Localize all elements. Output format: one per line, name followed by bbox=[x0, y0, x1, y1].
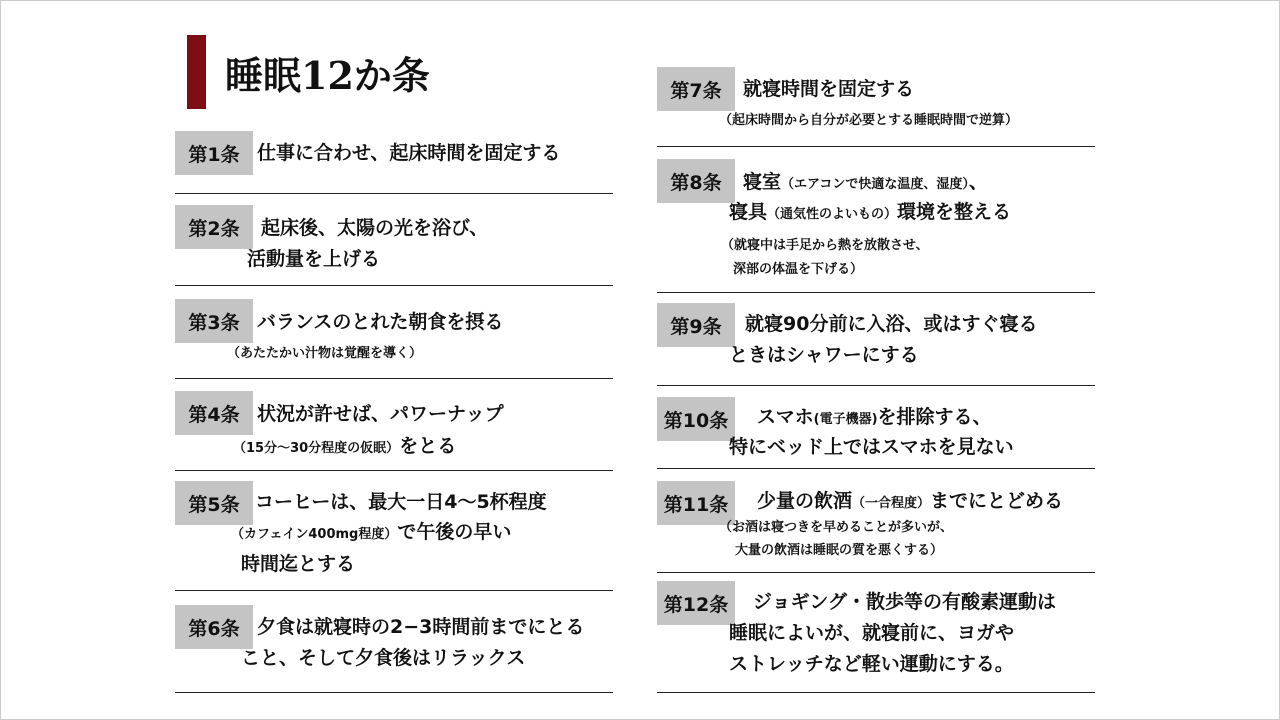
divider bbox=[657, 572, 1095, 573]
divider bbox=[175, 692, 613, 693]
item-4-line-2-small: （15分～30分程度の仮眠） bbox=[233, 441, 400, 456]
item-2-line-1: 起床後、太陽の光を浴び、 bbox=[261, 217, 489, 239]
badge-7: 第7条 bbox=[657, 67, 735, 111]
divider bbox=[175, 590, 613, 591]
item-12-line-2: 睡眠によいが、就寝前に、ヨガや bbox=[729, 622, 1015, 644]
item-9-line-1: 就寝90分前に入浴、或はすぐ寝る bbox=[745, 313, 1038, 335]
item-12-line-1: ジョギング・散歩等の有酸素運動は bbox=[753, 591, 1057, 613]
item-8-note-1: （就寝中は手足から熱を放散させ、 bbox=[721, 238, 929, 253]
item-4-line-1: 状況が許せば、パワーナップ bbox=[257, 403, 504, 425]
item-7-note: （起床時間から自分が必要とする睡眠時間で逆算） bbox=[719, 113, 1019, 128]
item-8-line-1-small: （エアコンで快適な温度、湿度） bbox=[781, 177, 969, 192]
item-8-line-2-a: 寝具 bbox=[729, 201, 768, 223]
badge-1: 第1条 bbox=[175, 131, 253, 175]
item-6-line-1: 夕食は就寝時の2−3時間前までにとる bbox=[257, 616, 585, 638]
item-10-line-1-a: スマホ bbox=[757, 406, 814, 428]
divider bbox=[657, 692, 1095, 693]
badge-8: 第8条 bbox=[657, 159, 735, 203]
item-6-line-2: こと、そして夕食後はリラックス bbox=[241, 647, 526, 669]
slide-title: 睡眠12か条 bbox=[225, 53, 430, 98]
item-8-line-1-b: 、 bbox=[968, 171, 988, 193]
item-11-line-1-a: 少量の飲酒 bbox=[757, 490, 853, 512]
divider bbox=[175, 193, 613, 194]
item-3-line-1: バランスのとれた朝食を摂る bbox=[257, 311, 504, 333]
badge-3: 第3条 bbox=[175, 299, 253, 343]
divider bbox=[657, 385, 1095, 386]
item-3-note: （あたたかい汁物は覚醒を導く） bbox=[227, 346, 423, 361]
item-10-line-2: 特にベッド上ではスマホを見ない bbox=[729, 436, 1014, 458]
item-4-line-2-main: をとる bbox=[399, 435, 457, 457]
divider bbox=[175, 470, 613, 471]
item-8-line-2 bbox=[729, 200, 1011, 227]
item-11-line-1-b: までにとどめる bbox=[930, 490, 1064, 512]
badge-11: 第11条 bbox=[657, 481, 735, 525]
divider bbox=[175, 378, 613, 379]
item-12-line-3: ストレッチなど軽い運動にする。 bbox=[729, 653, 1014, 675]
badge-6: 第6条 bbox=[175, 605, 253, 649]
item-10-line-1 bbox=[757, 405, 992, 432]
item-5-line-2-small: （カフェイン400mg程度） bbox=[231, 527, 398, 542]
item-8-line-1 bbox=[743, 170, 988, 197]
item-11-line-1-small: （一合程度） bbox=[852, 496, 931, 511]
item-10-line-1-b: を排除する、 bbox=[877, 406, 992, 428]
divider bbox=[657, 292, 1095, 293]
title-accent-bar bbox=[187, 35, 206, 109]
item-11-note-1: （お酒は寝つきを早めることが多いが、 bbox=[719, 520, 954, 535]
item-11-line-1 bbox=[757, 489, 1063, 516]
badge-2: 第2条 bbox=[175, 205, 253, 249]
divider bbox=[175, 285, 613, 286]
item-8-line-2-b: 環境を整える bbox=[897, 201, 1012, 223]
item-5-line-3: 時間迄とする bbox=[241, 553, 356, 575]
item-9-line-2: ときはシャワーにする bbox=[729, 344, 919, 366]
divider bbox=[657, 468, 1095, 469]
item-10-line-1-small: (電子機器) bbox=[813, 412, 878, 427]
item-8-line-1-a: 寝室 bbox=[743, 171, 782, 193]
badge-9: 第9条 bbox=[657, 303, 735, 347]
item-8-note-2: 深部の体温を下げる） bbox=[733, 262, 864, 277]
item-2-line-2: 活動量を上げる bbox=[247, 248, 381, 270]
divider bbox=[657, 146, 1095, 147]
item-4-line-2 bbox=[233, 434, 456, 461]
item-11-note-2: 大量の飲酒は睡眠の質を悪くする） bbox=[735, 543, 944, 558]
badge-12: 第12条 bbox=[657, 581, 735, 625]
item-7-line-1: 就寝時間を固定する bbox=[743, 78, 915, 100]
badge-10: 第10条 bbox=[657, 397, 735, 441]
badge-5: 第5条 bbox=[175, 481, 253, 525]
item-8-line-2-small: （通気性のよいもの） bbox=[767, 207, 898, 222]
item-5-line-2-main: で午後の早い bbox=[397, 521, 512, 543]
item-5-line-2 bbox=[231, 520, 511, 547]
item-5-line-1: コーヒーは、最大一日4～5杯程度 bbox=[255, 491, 547, 513]
badge-4: 第4条 bbox=[175, 391, 253, 435]
item-1-line-1: 仕事に合わせ、起床時間を固定する bbox=[257, 142, 561, 164]
